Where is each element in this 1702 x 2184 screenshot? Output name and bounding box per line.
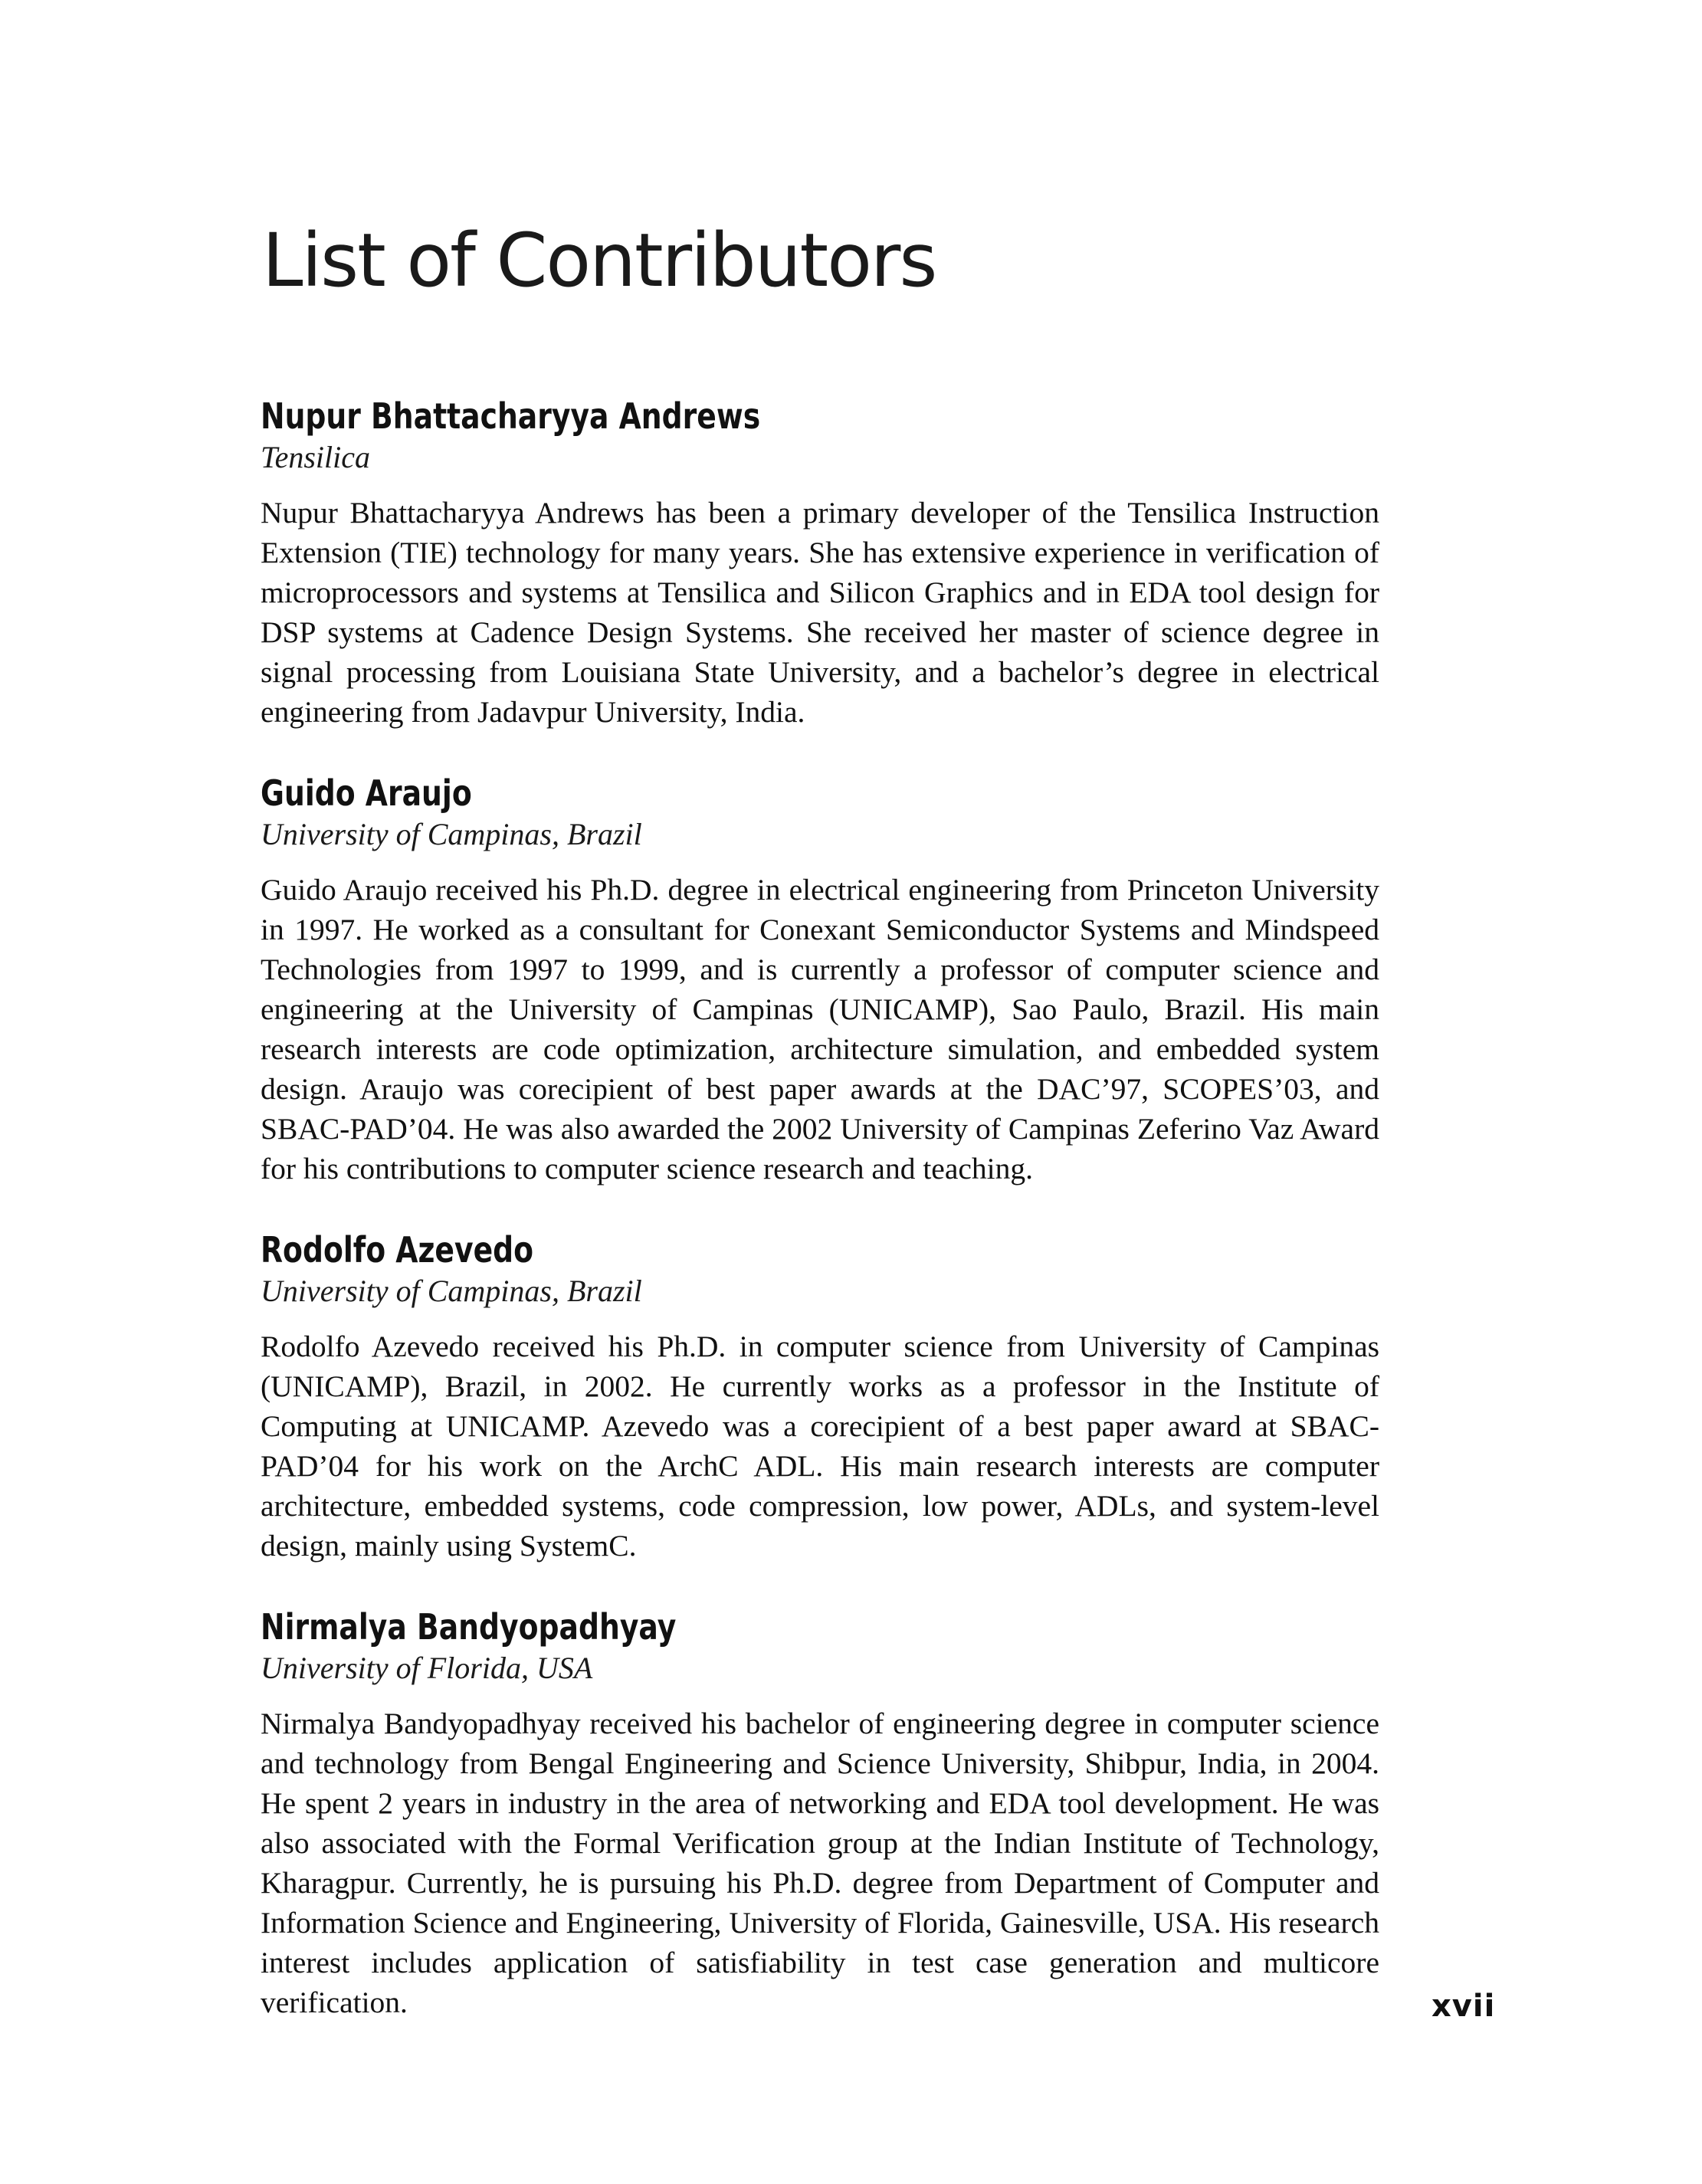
contributor-affiliation: University of Campinas, Brazil <box>261 817 642 851</box>
contributor-entry <box>261 395 1379 732</box>
contributor-name: Nirmalya Bandyopadhyay <box>261 1606 677 1648</box>
contributor-entry <box>261 1605 1379 2022</box>
contributor-bio: Nupur Bhattacharyya Andrews has been a primary developer of the Tensilica Instruction Extension (TIE) technology for many years. She has extensive experience in verification of microprocessors and systems at Tensilica and Silicon Graphics and in EDA tool design for DSP systems at Cadence Design Systems. She received her master of science degree in signal processing from Louisiana State University, and a bachelor’s degree in electrical engineering from Jadavpur University, India. <box>261 496 1379 729</box>
page-title: List of Contributors <box>262 218 936 303</box>
contributor-entry <box>261 1228 1379 1566</box>
contributor-name: Rodolfo Azevedo <box>261 1229 534 1271</box>
contributor-bio: Rodolfo Azevedo received his Ph.D. in computer science from University of Campinas (UNICAMP), Brazil, in 2002. He currently works as a professor in the Institute of Computing at UNICAMP. Azevedo was a corecipient of a best paper award at SBAC-PAD’04 for his work on the ArchC ADL. His main research interests are computer architecture, embedded systems, code compression, low power, ADLs, and system-level design, mainly using SystemC. <box>261 1330 1379 1563</box>
contributor-affiliation: University of Florida, USA <box>261 1651 593 1685</box>
contributor-name: Guido Araujo <box>261 772 472 814</box>
contributor-list <box>261 395 1379 2022</box>
contributor-affiliation: Tensilica <box>261 440 370 474</box>
contributor-entry <box>261 772 1379 1189</box>
contributor-bio: Guido Araujo received his Ph.D. degree in electrical engineering from Princeton University in 1997. He worked as a consultant for Conexant Semiconductor Systems and Mindspeed Technologies from 1997 to 1999, and is currently a professor of computer science and engineering at the University of Campinas (UNICAMP), Sao Paulo, Brazil. His main research interests are code optimization, architecture simulation, and embedded system design. Araujo was corecipient of best paper awards at the DAC’97, SCOPES’03, and SBAC-PAD’04. He was also awarded the 2002 University of Campinas Zeferino Vaz Award for his contributions to computer science research and teaching. <box>261 873 1379 1185</box>
contributor-name: Nupur Bhattacharyya Andrews <box>261 395 761 437</box>
contributor-bio: Nirmalya Bandyopadhyay received his bachelor of engineering degree in computer science and technology from Bengal Engineering and Science University, Shibpur, India, in 2004. He spent 2 years in industry in the area of networking and EDA tool development. He was also associated with the Formal Verification group at the Indian Institute of Technology, Kharagpur. Currently, he is pursuing his Ph.D. degree from Department of Computer and Information Science and Engineering, University of Florida, Gainesville, USA. His research interest includes application of satisfiability in test case generation and multicore verification. <box>261 1707 1379 2019</box>
page-number: xvii <box>1431 1989 1496 2024</box>
contributor-affiliation: University of Campinas, Brazil <box>261 1274 642 1308</box>
